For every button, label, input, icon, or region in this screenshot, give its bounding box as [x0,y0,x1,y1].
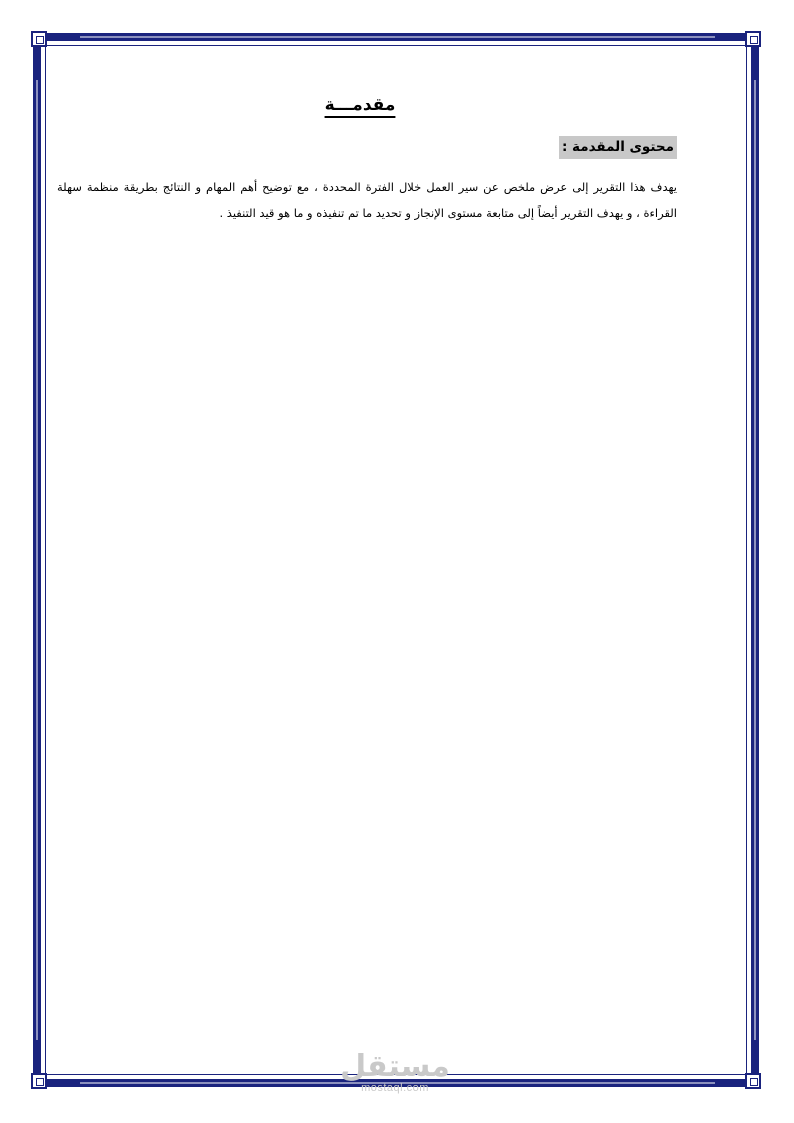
watermark [340,1049,450,1094]
page-title: مقدمـــة [324,95,396,115]
intro-paragraph: يهدف هذا التقرير إلى عرض ملخص عن سير العمل خلال الفترة المحددة ، مع توضيح أهم المهام و النتائج بطريقة منظمة سهلة القراءة ، و يهدف التقرير أيضاً إلى متابعة مستوى الإنجاز و تحديد ما تم تنفيذه و ما هو قيد التنفيذ . [57,180,677,220]
corner-ornament-top-right [745,31,761,47]
watermark-url: mostaql.com [361,1082,429,1094]
corner-ornament-top-left [31,31,47,47]
watermark-logo: مستقل [340,1049,450,1084]
corner-ornament-bottom-left [31,1073,47,1089]
corner-ornament-bottom-right [745,1073,761,1089]
section-heading: محتوى المقدمة : [559,136,677,159]
